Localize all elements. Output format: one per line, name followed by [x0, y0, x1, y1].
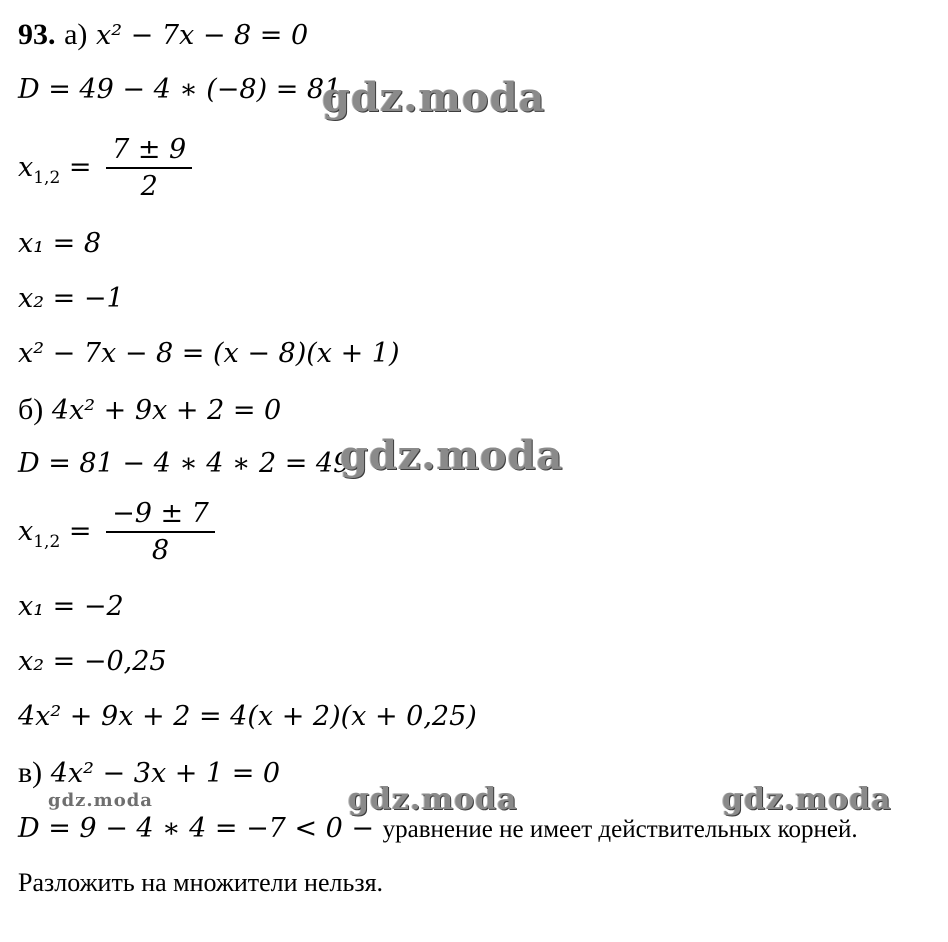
part-c-header: [18, 758, 280, 788]
watermark: gdz.moda: [322, 74, 546, 121]
part-b-x1: x₁ = −2: [18, 591, 124, 622]
part-b-roots-formula: [18, 500, 215, 564]
roots-fraction: [106, 500, 215, 564]
part-b-x2: x₂ = −0,25: [18, 646, 167, 677]
part-b-discriminant: D = 81 − 4 ∗ 4 ∗ 2 = 49: [18, 448, 351, 479]
fraction-denominator: 2: [140, 171, 158, 202]
part-b-label: б): [18, 393, 44, 426]
part-a-equation: x² − 7x − 8 = 0: [96, 20, 309, 51]
watermark: gdz.moda: [340, 432, 564, 479]
part-c-discriminant: D = 9 − 4 ∗ 4 = −7 < 0 −: [18, 813, 375, 844]
part-b-equation: 4x² + 9x + 2 = 0: [51, 395, 282, 426]
watermark: gdz.moda: [722, 782, 892, 817]
fraction-denominator: 8: [151, 535, 170, 566]
part-a-factorization: x² − 7x − 8 = (x − 8)(x + 1): [18, 338, 400, 369]
part-a-discriminant: D = 49 − 4 ∗ (−8) = 81: [18, 74, 342, 105]
roots-lhs: $x_{1,2}$ =: [18, 151, 92, 188]
part-c-label: в): [18, 756, 43, 789]
watermark: gdz.moda: [348, 782, 518, 817]
part-c-discriminant-line: [18, 815, 858, 842]
roots-lhs: $x_{1,2}$ =: [18, 515, 92, 552]
part-b-factorization: 4x² + 9x + 2 = 4(x + 2)(x + 0,25): [18, 701, 477, 732]
part-c-equation: 4x² − 3x + 1 = 0: [50, 758, 281, 789]
watermark: gdz.moda: [48, 790, 153, 811]
roots-fraction: [106, 136, 192, 200]
part-a-x1: x₁ = 8: [18, 228, 102, 259]
part-a-label: а): [64, 18, 88, 51]
part-c-note: уравнение не имеет действительных корней.: [382, 816, 858, 843]
part-a-x2: x₂ = −1: [18, 283, 124, 314]
part-c-conclusion: Разложить на множители нельзя.: [18, 868, 384, 897]
problem-number: 93.: [18, 18, 56, 51]
fraction-numerator: 7 ± 9: [106, 136, 192, 169]
part-a-header: [18, 20, 308, 50]
part-b-header: [18, 395, 281, 425]
part-a-roots-formula: [18, 136, 192, 200]
fraction-numerator: −9 ± 7: [106, 500, 215, 533]
